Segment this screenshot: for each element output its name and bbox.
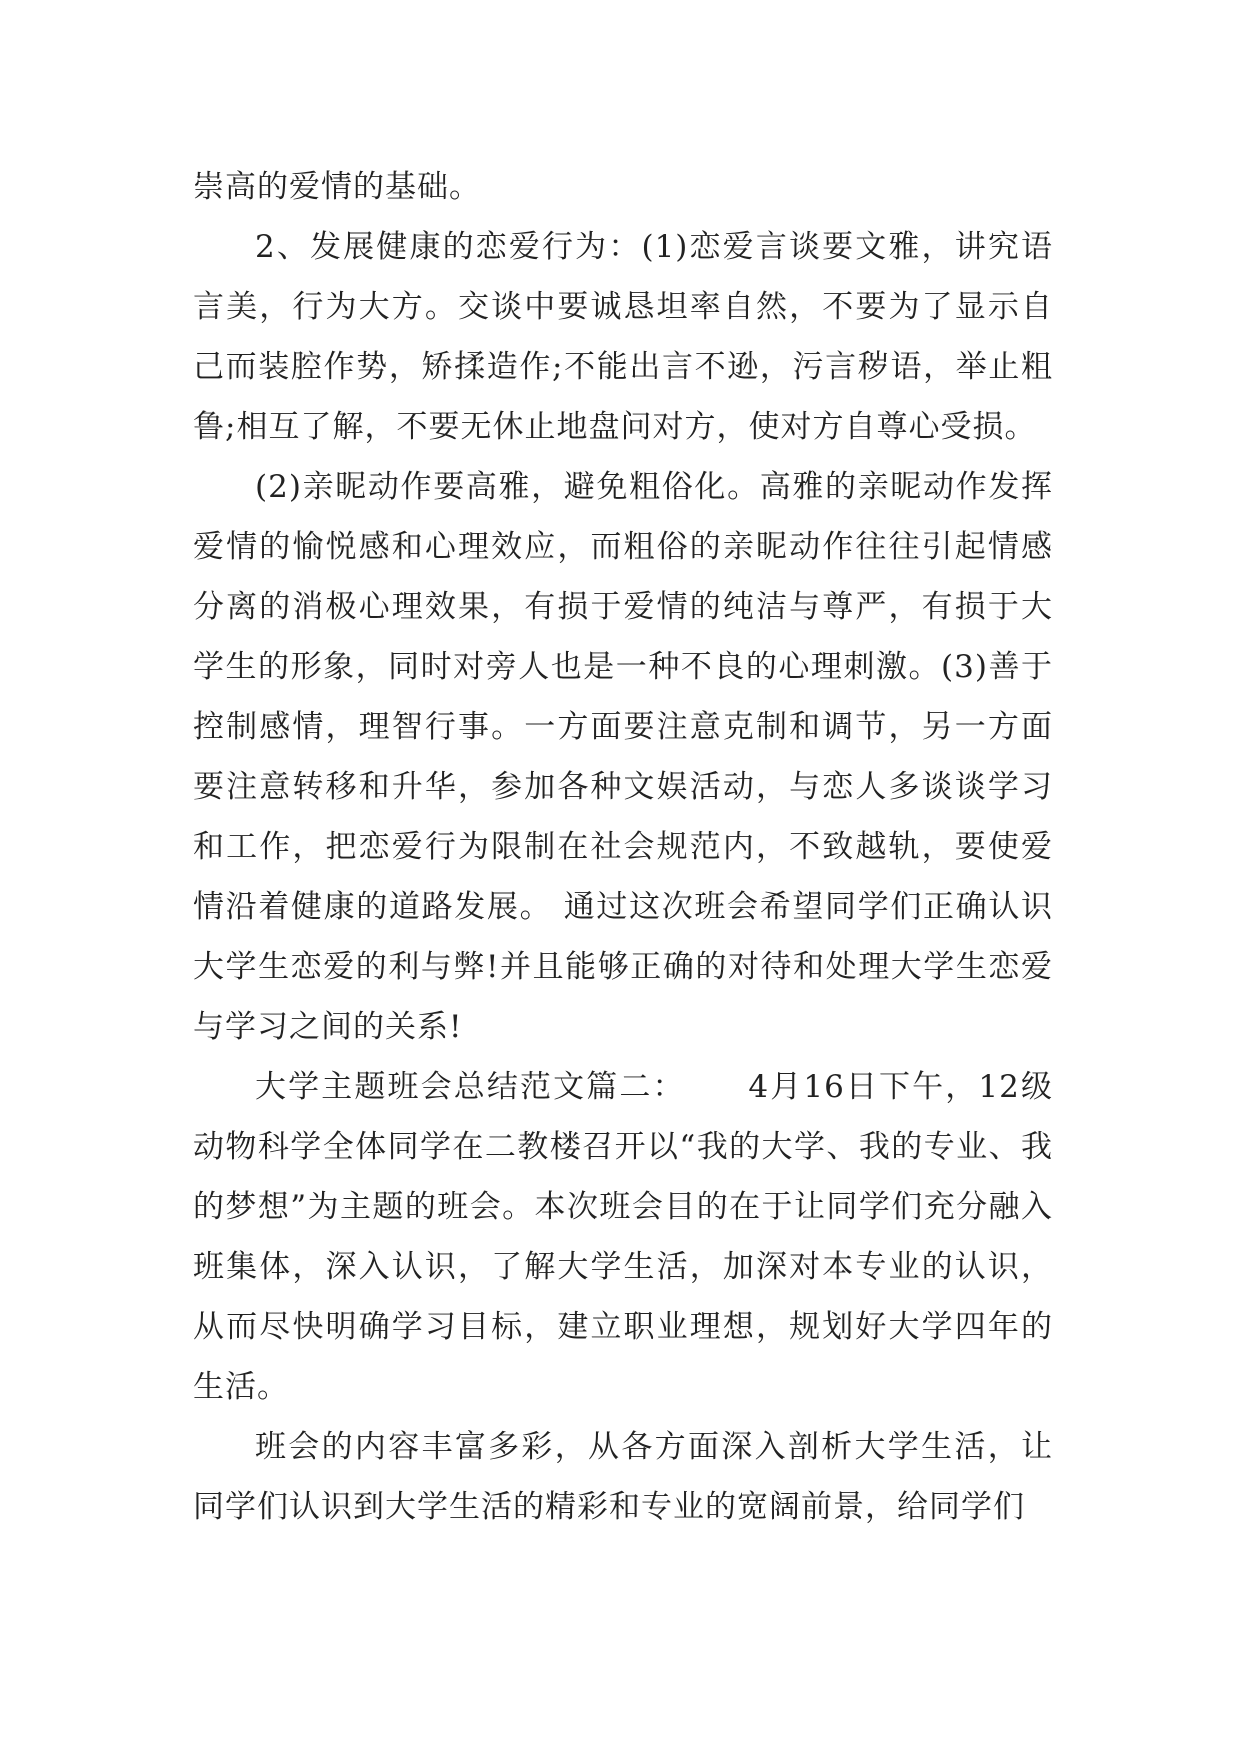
- paragraph-5: 班会的内容丰富多彩，从各方面深入剖析大学生活，让同学们认识到大学生活的精彩和专业的宽阔前景，给同学们: [193, 1429, 1053, 1525]
- paragraph-3: (2)亲昵动作要高雅，避免粗俗化。高雅的亲昵动作发挥爱情的愉悦感和心理效应，而粗俗的亲昵动作往往引起情感分离的消极心理效果，有损于爱情的纯洁与尊严，有损于大学生的形象，同时对旁人也是一种不良的心理刺激。(3)善于控制感情，理智行事。一方面要注意克制和调节，另一方面要注意转移和升华，参加各种文娱活动，与恋人多谈谈学习和工作，把恋爱行为限制在社会规范内，不致越轨，要使爱情沿着健康的道路发展。 通过这次班会希望同学们正确认识大学生恋爱的利与弊!并且能够正确的对待和处理大学生恋爱与学习之间的关系!: [193, 469, 1053, 1045]
- document-body: [193, 157, 1053, 1537]
- paragraph-1: 崇高的爱情的基础。: [193, 169, 481, 205]
- paragraph-2: 2、发展健康的恋爱行为：(1)恋爱言谈要文雅，讲究语言美，行为大方。交谈中要诚恳坦率自然，不要为了显示自己而装腔作势，矫揉造作;不能出言不逊，污言秽语，举止粗鲁;相互了解，不要无休止地盘问对方，使对方自尊心受损。: [193, 229, 1053, 445]
- paragraph-4: 大学主题班会总结范文篇二： 4月16日下午，12级动物科学全体同学在二教楼召开以“我的大学、我的专业、我的梦想”为主题的班会。本次班会目的在于让同学们充分融入班集体，深入认识，了解大学生活，加深对本专业的认识，从而尽快明确学习目标，建立职业理想，规划好大学四年的生活。: [193, 1069, 1053, 1405]
